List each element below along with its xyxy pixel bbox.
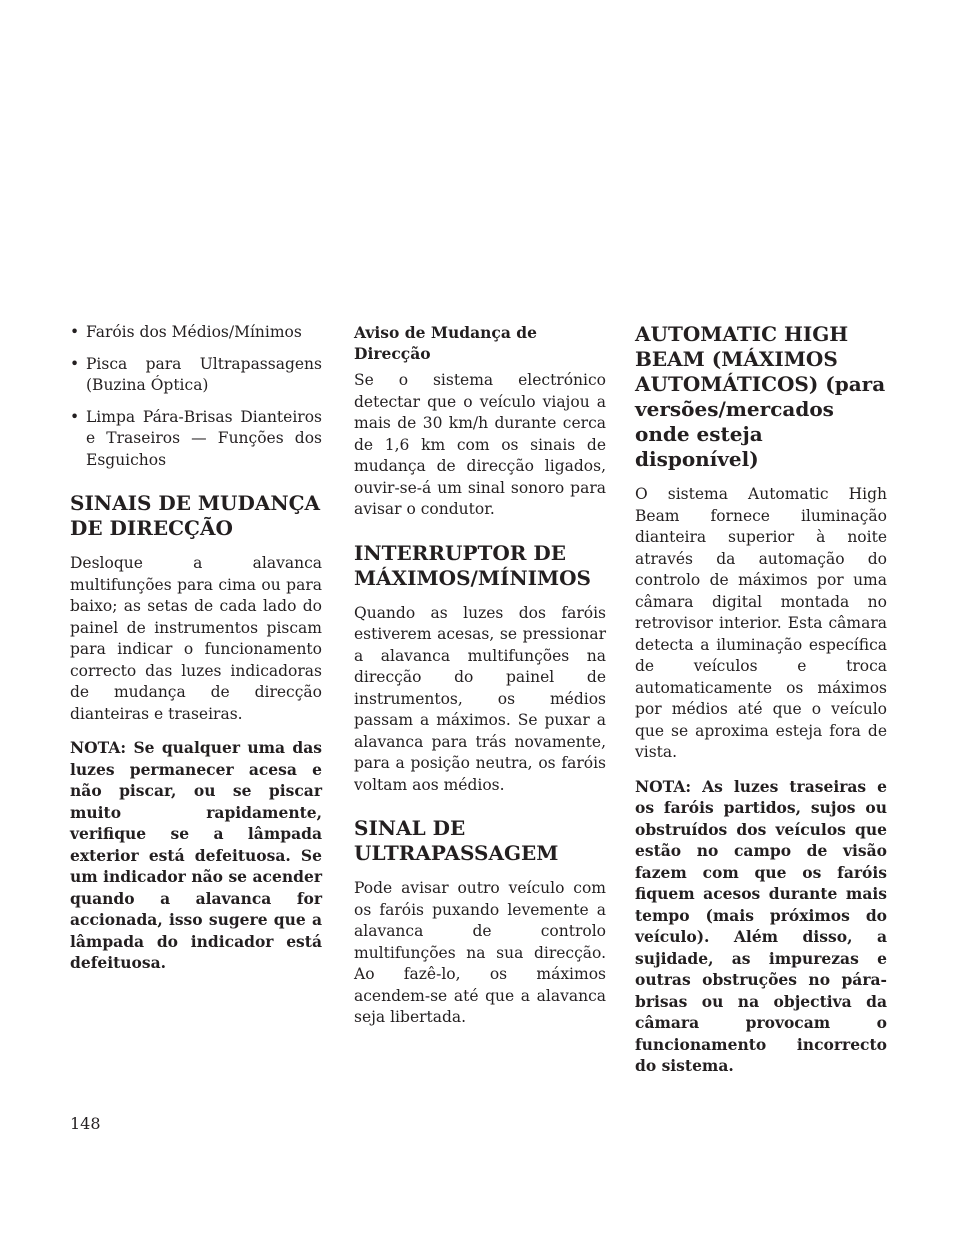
list-item — [70, 322, 322, 344]
column-1 — [70, 322, 322, 986]
section-heading-high-low-beam: INTERRUPTOR DE MÁXIMOS/MÍNIMOS — [354, 540, 591, 590]
column-3 — [635, 322, 887, 1089]
list-item-text: Pisca para Ultrapassagens (Buzina Óptica) — [86, 354, 322, 394]
paragraph-turn-signal-warning: Se o sistema electrónico detectar que o veículo viajou a mais de 30 km/h durante cerca de 1,6 km com os sinais de mudança de direcção ligados, ouvir-se-á um sinal sonoro para avisar o condutor. — [354, 371, 606, 518]
list-item — [70, 354, 322, 397]
column-2 — [354, 322, 606, 1041]
list-item-text: Limpa Pára-Brisas Dianteiros e Traseiros — Funções dos Esguichos — [86, 407, 322, 469]
paragraph-flash-to-pass: Pode avisar outro veículo com os faróis puxando levemente a alavanca de controlo multifunções na sua direcção. Ao fazê-lo, os máximos acendem-se até que a alavanca seja libertada. — [354, 879, 606, 1026]
note-automatic-high-beam: NOTA: As luzes traseiras e os faróis partidos, sujos ou obstruídos dos veículos que estão no campo de visão fazem com que os faróis fiquem acesos durante mais tempo (mais próximos do veículo). Além disso, a sujidade, as impurezas e outras obstruções no pára-brisas ou na objectiva da câmara provocam o funcionamento incorrecto do sistema. — [635, 776, 887, 1075]
paragraph-turn-signals: Desloque a alavanca multifunções para cima ou para baixo; as setas de cada lado do painel de instrumentos piscam para indicar o funcionamento correcto das luzes indicadoras de mudança de direcção dianteiras e traseiras. — [70, 554, 322, 723]
section-heading-automatic-high-beam: AUTOMATIC HIGH BEAM (MÁXIMOS AUTOMÁTICOS) (para versões/mercados onde esteja disponível) — [635, 322, 886, 471]
subheading-turn-signal-warning: Aviso de Mudança de Direcção — [354, 323, 538, 363]
bullet-glyph: • — [70, 407, 80, 426]
section-heading-flash-to-pass: SINAL DE ULTRAPASSAGEM — [354, 816, 559, 865]
page-number: 148 — [70, 1114, 101, 1133]
paragraph-automatic-high-beam: O sistema Automatic High Beam fornece iluminação dianteira superior à noite através da automação do controlo de máximos por uma câmara digital montada no retrovisor interior. Esta câmara detecta a iluminação específica de veículos e troca automaticamente os máximos por médios até que o veículo que se aproxima esteja fora de vista. — [635, 485, 887, 761]
list-item — [70, 407, 322, 472]
bullet-glyph: • — [70, 354, 80, 373]
bullet-glyph: • — [70, 323, 80, 341]
bullet-list — [70, 322, 322, 471]
list-item-text: Faróis dos Médios/Mínimos — [86, 323, 302, 341]
note-turn-signals: NOTA: Se qualquer uma das luzes permanecer acesa e não piscar, ou se piscar muito rapidamente, verifique se a lâmpada exterior está defeituosa. Se um indicador não se acender quando a alavanca for accionada, isso sugere que a lâmpada do indicador está defeituosa. — [70, 738, 322, 972]
paragraph-high-low-beam: Quando as luzes dos faróis estiverem acesas, se pressionar a alavanca multifunções na direcção do painel de instrumentos, os médios passam a máximos. Se puxar a alavanca para trás novamente, para a posição neutra, os faróis voltam aos médios. — [354, 603, 606, 794]
section-heading-turn-signals: SINAIS DE MUDANÇA DE DIRECÇÃO — [70, 491, 321, 540]
